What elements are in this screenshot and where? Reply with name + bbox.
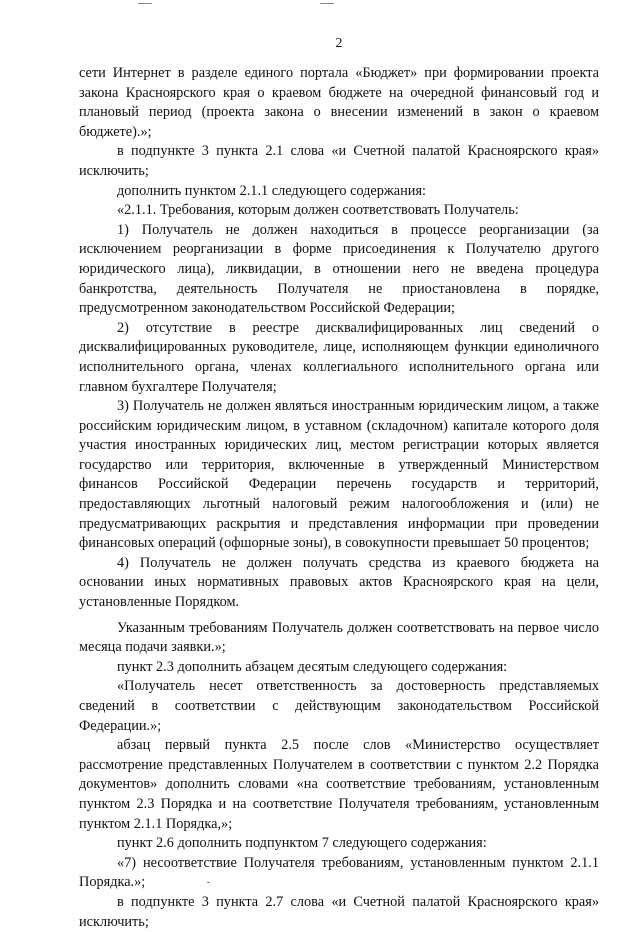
paragraph-2: в подпункте 3 пункта 2.1 слова «и Счетной палатой Красноярского края» исключить;	[79, 143, 599, 179]
paragraph-6: 2) отсутствие в реестре дисквалифицированных лиц сведений о дисквалифицированных руководителе, лице, исполняющем функции единоличного исполнительного органа, членах коллегиального исполнительного органа или главном бухгалтере Получателя;	[79, 319, 599, 395]
paragraph-12: абзац первый пункта 2.5 после слов «Министерство осуществляет рассмотрение представленных Получателем в соответствии с пунктом 2.2 Порядка документов» дополнить словами «на соответствие требованиям, установленным пунктом 2.3 Порядка и на соответствие Получателя требованиям, установленным пунктом 2.1.1 Порядка,»;	[79, 737, 599, 832]
paragraph-1: сети Интернет в разделе единого портала «Бюджет» при формировании проекта закона Красноярского края о краевом бюджете на очередной финансовый год и плановый период (проекта закона о внесении изменений в закон о краевом бюджете).»;	[79, 65, 599, 140]
paragraph-14: «7) несоответствие Получателя требованиям, установленным пунктом 2.1.1 Порядка.»;	[79, 854, 599, 891]
document-body	[79, 64, 599, 932]
scan-artifact-line	[320, 3, 334, 4]
paragraph-4: «2.1.1. Требования, которым должен соответствовать Получатель:	[117, 202, 519, 219]
paragraph-11: «Получатель несет ответственность за достоверность представляемых сведений в соответствии с действующим законодательством Российской Федерации.»;	[79, 678, 599, 734]
paragraph-10: пункт 2.3 дополнить абзацем десятым следующего содержания:	[117, 658, 508, 675]
paragraph-3: дополнить пунктом 2.1.1 следующего содержания:	[117, 182, 426, 199]
paragraph-9: Указанным требованиям Получатель должен соответствовать на первое число месяца подачи заявки.»;	[79, 619, 599, 656]
paragraph-8: 4) Получатель не должен получать средства из краевого бюджета на основании иных нормативных правовых актов Красноярского края на цели, установленные Порядком.	[79, 554, 599, 611]
paragraph-15: в подпункте 3 пункта 2.7 слова «и Счетной палатой Красноярского края» исключить;	[79, 893, 599, 930]
paragraph-7: 3) Получатель не должен являться иностранным юридическим лицом, а также российским юридическим лицом, в уставном (складочном) капитале которого доля участия иностранных юридических лиц, местом регистрации которых является государство или территория, включенные в утвержденный Министерством финансов Российской Федерации перечень государств и территорий, предоставляющих льготный налоговый режим налогообложения и (или) не предусматривающих раскрытия и представления информации при проведении финансовых операций (офшорные зоны), в совокупности превышает 50 процентов;	[79, 398, 599, 552]
scan-artifact-line	[138, 3, 152, 4]
paragraph-13: пункт 2.6 дополнить подпунктом 7 следующего содержания:	[117, 835, 487, 852]
page-number: 2	[335, 36, 343, 51]
paragraph-5: 1) Получатель не должен находиться в процессе реорганизации (за исключением реорганизации в форме присоединения к Получателю другого юридического лица), ликвидации, в отношении него не введена процедура банкротства, деятельность Получателя не приостановлена в порядке, предусмотренном законодательством Российской Федерации;	[79, 221, 599, 317]
scan-artifact-mark	[207, 882, 210, 883]
